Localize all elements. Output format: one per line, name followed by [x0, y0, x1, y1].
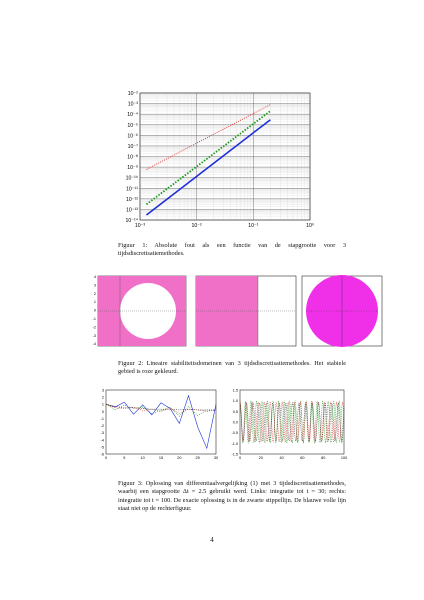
figure-2-middle-stability-domain: [192, 268, 300, 348]
y-tick-label: -1.5: [231, 452, 238, 457]
figure-3-left-chart: [92, 386, 222, 466]
x-tick-label: 0: [104, 456, 108, 460]
page-number: 4: [210, 536, 214, 544]
x-tick-label: 25: [195, 456, 200, 460]
y-tick-label: -2: [100, 424, 104, 429]
x-tick-label: 10⁻¹: [248, 223, 259, 229]
y-tick-label: 2: [93, 291, 96, 296]
x-tick-label: 80: [321, 456, 326, 460]
y-tick-label: 0: [101, 409, 104, 414]
x-tick-label: 10⁻³: [134, 223, 146, 229]
y-tick-label: 10⁻²: [127, 91, 138, 97]
figure-2-right-stability-domain: [300, 268, 386, 348]
y-tick-label: -5: [100, 445, 104, 450]
y-tick-label: 10⁻¹⁰: [125, 175, 138, 182]
y-tick-label: 1.5: [232, 388, 238, 393]
x-tick-label: 40: [279, 456, 284, 460]
y-tick-label: 10⁻⁶: [127, 133, 138, 140]
y-tick-label: -1: [92, 317, 96, 321]
y-tick-label: -3: [92, 333, 96, 338]
y-tick-label: 4: [93, 275, 96, 279]
x-tick-label: 60: [300, 456, 305, 460]
y-tick-label: 10⁻⁵: [127, 122, 138, 129]
figure-3-right-chart: [226, 386, 350, 466]
y-tick-label: -1.0: [231, 441, 238, 446]
plot-frame: [240, 390, 344, 454]
y-tick-label: 1: [93, 300, 96, 305]
y-tick-label: -2: [92, 325, 96, 330]
x-tick-label: 15: [158, 456, 164, 460]
x-tick-label: 10⁻²: [191, 223, 202, 229]
figure-2-left-stability-domain: [88, 268, 192, 348]
y-tick-label: -4: [92, 342, 96, 347]
y-tick-label: 10⁻⁴: [127, 112, 138, 119]
x-tick-label: 10: [140, 456, 145, 460]
y-tick-label: 10⁻¹¹: [126, 186, 138, 193]
y-tick-label: 2: [101, 395, 104, 400]
x-tick-label: 5: [123, 456, 126, 460]
y-tick-label: 1.0: [232, 399, 238, 404]
y-tick-label: -1: [100, 416, 104, 421]
y-tick-label: 10⁻¹³: [126, 207, 138, 214]
y-tick-label: 0: [93, 308, 96, 313]
figure-1-caption: Figuur 1: Absolute fout als een functie van de stapgrootte voor 3 tijdsdiscretisatiemethodes.: [118, 242, 346, 258]
x-tick-label: 100: [340, 456, 348, 460]
y-tick-label: 3: [93, 283, 96, 288]
y-tick-label: 10⁻⁸: [127, 154, 138, 161]
y-tick-label: 10⁻⁷: [127, 143, 138, 150]
y-tick-label: 10⁻³: [127, 101, 138, 108]
plot-frame: [106, 390, 216, 454]
x-tick-label: 20: [177, 456, 182, 460]
x-tick-label: 30: [213, 456, 219, 460]
y-tick-label: 3: [101, 388, 104, 393]
x-tick-label: 0: [238, 456, 242, 460]
y-tick-label: 10⁻¹²: [126, 196, 138, 203]
y-tick-label: -6: [100, 452, 104, 457]
figure-1-loglog-chart: [120, 85, 320, 235]
x-tick-label: 10⁰: [306, 223, 314, 229]
y-tick-label: -3: [100, 431, 104, 436]
y-tick-label: 0.5: [232, 409, 238, 414]
y-tick-label: -4: [100, 438, 104, 443]
figure-2-caption: Figuur 2: Lineaire stabiliteitsdomeinen van 3 tijdsdiscretisatiemethodes. Het stabiele gebied is roze gekleurd.: [118, 360, 346, 376]
x-tick-label: 20: [258, 456, 263, 460]
figure-3-caption: Figuur 3: Oplossing van differentiaalvergelijking (1) met 3 tijdsdiscretisatiemethodes, waarbij een stapgrootte Δt = 2.5 gebruikt werd. Links: integratie tot t = 30; rechts: integratie tot t = 100. De exacte oplossing is in de zwarte stippellijn. De blauwe volle lijn staat niet op de rechterfiguur.: [118, 480, 346, 512]
y-tick-label: 10⁻¹⁴: [125, 218, 138, 224]
y-tick-label: 0.0: [232, 420, 238, 425]
y-tick-label: 1: [101, 402, 104, 407]
y-tick-label: -0.5: [231, 431, 238, 436]
y-tick-label: 10⁻⁹: [127, 165, 138, 172]
